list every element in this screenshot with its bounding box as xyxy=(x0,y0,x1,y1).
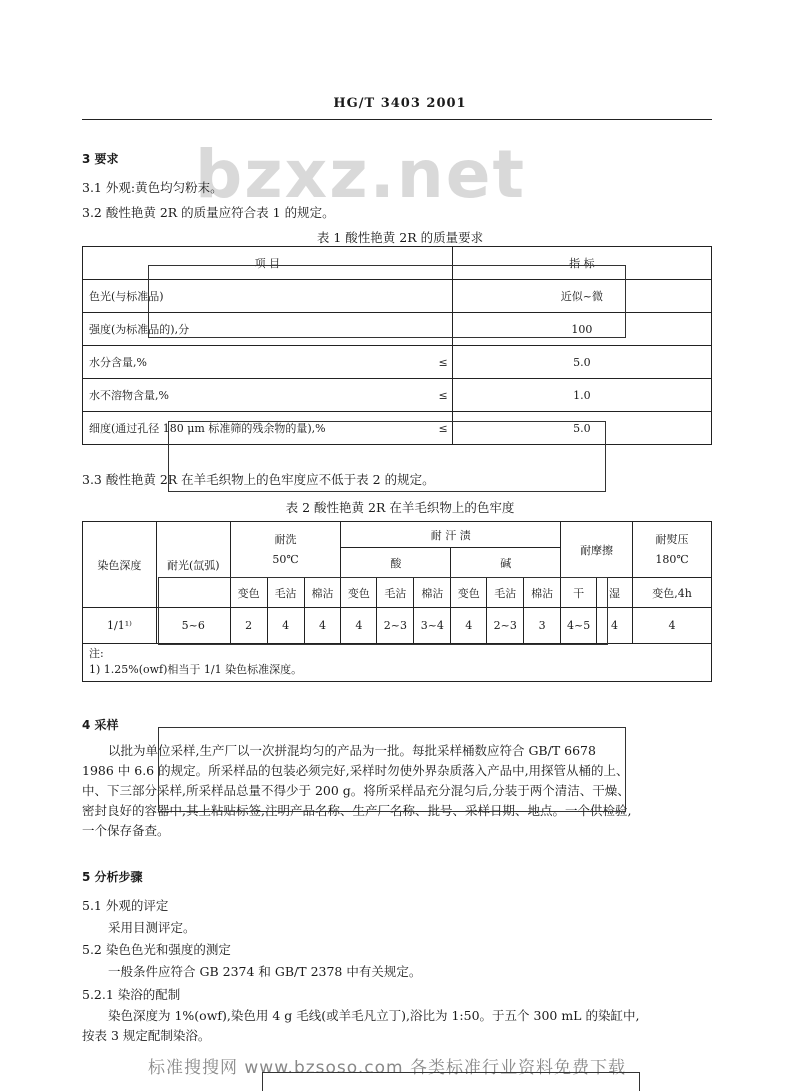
table1-value: 近似~微 xyxy=(452,280,711,313)
section-3-3: 3.3 酸性艳黄 2R 在羊毛织物上的色牢度应不低于表 2 的规定。 xyxy=(82,472,435,487)
paragraph-line: 中、下三部分采样,所采样品总量不得少于 200 g。将所采样品充分混匀后,分装于两个清洁、干燥、 xyxy=(82,783,630,798)
table2-note-label: 注: xyxy=(89,647,104,660)
table1-value: 5.0 xyxy=(452,346,711,379)
table1-header-index: 指 标 xyxy=(452,247,711,280)
page-header-code: HG/T 3403 2001 xyxy=(333,96,467,111)
table1-item: 水不溶物含量,% xyxy=(83,379,433,412)
annotation-box xyxy=(158,577,608,645)
section-5-1-text: 采用目测评定。 xyxy=(108,920,196,935)
table1-value: 1.0 xyxy=(452,379,711,412)
footer-watermark: 标准搜搜网 www.bzsoso.com 各类标准行业资料免费下载 xyxy=(148,1058,627,1078)
table1-qualifier: ≤ xyxy=(433,379,453,412)
table2-subheader: 棉沾 xyxy=(304,578,341,608)
table2-light: 5~6 xyxy=(156,608,230,644)
section-5-2: 5.2 染色色光和强度的测定 xyxy=(82,942,231,957)
table1-caption: 表 1 酸性艳黄 2R 的质量要求 xyxy=(316,230,484,245)
table2-depth: 1/1¹⁾ xyxy=(83,608,157,644)
table2-note-text: 1) 1.25%(owf)相当于 1/1 染色标准深度。 xyxy=(89,663,303,676)
section-3-1: 3.1 外观:黄色均匀粉末。 xyxy=(82,180,223,195)
section-3-heading: 3 要求 xyxy=(82,152,119,166)
paragraph-line: 按表 3 规定配制染浴。 xyxy=(82,1028,211,1043)
section-5-2-1: 5.2.1 染浴的配制 xyxy=(82,987,181,1002)
table2-header-rub: 耐摩擦 xyxy=(561,522,633,578)
table2-value: 2~3 xyxy=(377,608,414,644)
table2-header-sweat: 耐 汗 渍 xyxy=(341,522,561,548)
paragraph-line: 以批为单位采样,生产厂以一次拼混均匀的产品为一批。每批采样桶数应符合 GB/T 6678 xyxy=(108,743,596,758)
section-3-2: 3.2 酸性艳黄 2R 的质量应符合表 1 的规定。 xyxy=(82,205,335,220)
table2-header-alkali: 碱 xyxy=(451,548,561,578)
table2-value: 4 xyxy=(597,608,633,644)
section-5-heading: 5 分析步骤 xyxy=(82,870,143,884)
table-row xyxy=(83,379,712,412)
section-5-2-text: 一般条件应符合 GB 2374 和 GB/T 2378 中有关规定。 xyxy=(108,964,422,979)
table2-value: 4~5 xyxy=(561,608,597,644)
table2-value: 4 xyxy=(633,608,712,644)
table2-subheader: 变色 xyxy=(230,578,267,608)
table2-subheader: 毛沾 xyxy=(267,578,304,608)
paragraph-line: 1986 中 6.6 的规定。所采样品的包装必须完好,采样时勿使外界杂质落入产品中,用探管从桶的上、 xyxy=(82,763,629,778)
table2-subheader: 毛沾 xyxy=(377,578,414,608)
table2-subheader: 湿 xyxy=(597,578,633,608)
table1-value: 5.0 xyxy=(452,412,711,445)
table2-value: 2~3 xyxy=(487,608,524,644)
table2-header-acid: 酸 xyxy=(341,548,451,578)
table2-subheader: 变色 xyxy=(451,578,487,608)
table2-value: 2 xyxy=(230,608,267,644)
table1-qualifier: ≤ xyxy=(433,412,453,445)
annotation-box xyxy=(262,1072,640,1091)
table2-note xyxy=(83,644,712,682)
table2-header-wash-label: 耐洗 xyxy=(274,532,297,546)
table2-header-light: 耐光(氙弧) xyxy=(156,522,230,608)
table2-value: 3 xyxy=(524,608,561,644)
table-row xyxy=(83,346,712,379)
table2-value: 4 xyxy=(341,608,377,644)
section-5-2-1-paragraph xyxy=(82,1006,712,1046)
table2-header-depth: 染色深度 xyxy=(83,522,157,608)
table2-header-press-label: 耐熨压 xyxy=(655,532,689,546)
paragraph-line: 染色深度为 1%(owf),染色用 4 g 毛线(或羊毛凡立丁),浴比为 1:50。于五个 300 mL 的染缸中, xyxy=(108,1008,640,1023)
table2-value: 3~4 xyxy=(414,608,451,644)
section-5-1: 5.1 外观的评定 xyxy=(82,898,169,913)
table2-value: 4 xyxy=(451,608,487,644)
paragraph-line: 一个保存备查。 xyxy=(82,823,170,838)
table1-value: 100 xyxy=(452,313,711,346)
table1-item: 色光(与标准品) xyxy=(83,280,433,313)
table1-item: 水分含量,% xyxy=(83,346,433,379)
table2-header-press xyxy=(633,522,712,578)
table1-header-item: 项 目 xyxy=(83,247,453,280)
table2-subheader: 棉沾 xyxy=(414,578,451,608)
section-4-heading: 4 采样 xyxy=(82,718,119,732)
table2-subheader: 毛沾 xyxy=(487,578,524,608)
table1-qualifier: ≤ xyxy=(433,346,453,379)
table2-subheader: 变色 xyxy=(341,578,377,608)
table2-subheader: 干 xyxy=(561,578,597,608)
table2-header-press-temp: 180℃ xyxy=(655,552,689,566)
table2-subheader: 变色,4h xyxy=(633,578,712,608)
table2-value: 4 xyxy=(304,608,341,644)
paragraph-line: 密封良好的容器中,其上粘贴标签,注明产品名称、生产厂名称、批号、采样日期、地点。一个供检验, xyxy=(82,803,632,818)
table2-header-wash-temp: 50℃ xyxy=(272,552,299,566)
table2-note-row xyxy=(83,644,712,682)
table2-header-wash xyxy=(230,522,341,578)
annotation-box xyxy=(168,421,606,492)
header-rule xyxy=(82,119,712,120)
table2-subheader: 棉沾 xyxy=(524,578,561,608)
table2-value: 4 xyxy=(267,608,304,644)
watermark: bzxz.net xyxy=(195,136,527,213)
table2-caption: 表 2 酸性艳黄 2R 在羊毛织物上的色牢度 xyxy=(285,500,515,515)
annotation-box xyxy=(148,265,626,338)
table1-item: 强度(为标准品的),分 xyxy=(83,313,433,346)
table1-item: 细度(通过孔径 180 μm 标准筛的残余物的量),% xyxy=(83,412,433,445)
annotation-box xyxy=(158,727,626,812)
